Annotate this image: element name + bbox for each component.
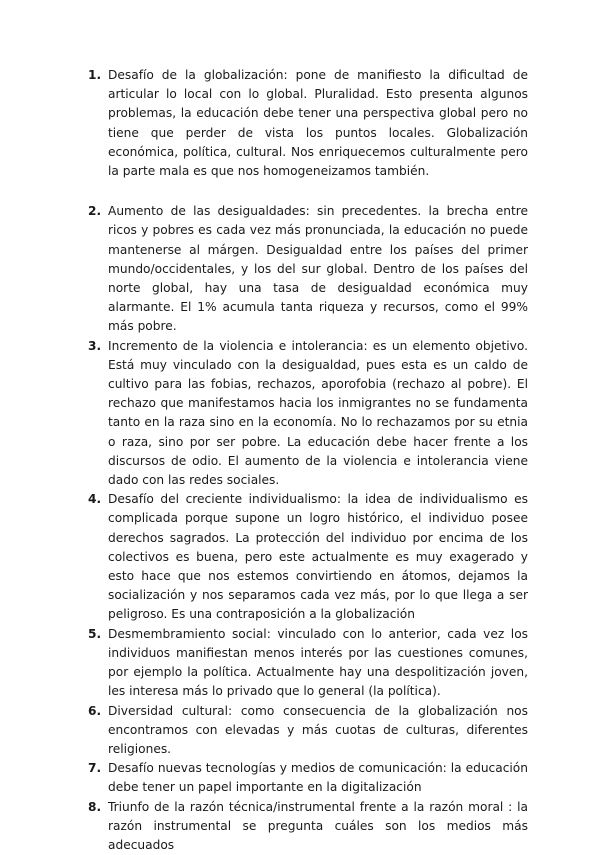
item-text: Desafío de la globalización: pone de manifiesto la dificultad de articular lo local con lo global. Pluralidad. Esto presenta algunos problemas, la educación debe tener una perspectiva global pero no tiene que perder de vista los puntos locales. Globalización económica, política, cultural. Nos enriquecemos culturalmente pero la parte mala es que nos homogeneizamos también.: [108, 68, 528, 179]
item-number: 7.: [88, 761, 102, 776]
list-item: [88, 759, 528, 797]
item-text: Aumento de las desigualdades: sin precedentes. la brecha entre ricos y pobres es cada vez más pronunciada, la educación no puede mantenerse al márgen. Desigualdad entre los países del primer mundo/occidentales, y los del sur global. Dentro de los países del norte global, hay una tasa de desigualdad económica muy alarmante. El 1% acumula tanta riqueza y recursos, como el 99% más pobre.: [108, 204, 528, 334]
item-number: 1.: [88, 68, 102, 82]
item-number: 2.: [88, 204, 102, 219]
list-item: [88, 337, 528, 491]
item-text: Triunfo de la razón técnica/instrumental frente a la razón moral : la razón instrumental se pregunta cuáles son los medios más adecuados: [108, 799, 528, 852]
item-number: 5.: [88, 626, 102, 641]
item-text: Diversidad cultural: como consecuencia de la globalización nos encontramos con elevadas y más cuotas de culturas, diferentes religiones.: [108, 703, 528, 756]
item-text: Incremento de la violencia e intolerancia: es un elemento objetivo. Está muy vinculado con la desigualdad, pues esta es un caldo de cultivo para las fobias, rechazos, aporofobia (rechazo al pobre). El rechazo que manifestamos hacia los inmigrantes no se fundamenta tanto en la raza sino en la economía. No lo rechazamos por su etnia o raza, sino por ser pobre. La educación debe hacer frente a los discursos de odio. El aumento de la violencia e intolerancia viene dado con las redes sociales.: [108, 338, 528, 488]
list-item: [88, 702, 528, 760]
item-number: 6.: [88, 703, 102, 718]
list-item: [88, 490, 528, 624]
numbered-list: [88, 66, 528, 855]
list-item: [88, 202, 528, 336]
list-item: [88, 625, 528, 702]
item-text: Desafío del creciente individualismo: la idea de individualismo es complicada porque supone un logro histórico, el individuo posee derechos sagrados. La protección del individuo por encima de los colectivos es buena, pero este actualmente es muy exagerado y esto hace que nos estemos convirtiendo en átomos, dejamos la socialización y nos separamos cada vez más, por lo que llega a ser peligroso. Es una contraposición a la globalización: [108, 492, 528, 622]
item-number: 3.: [88, 338, 102, 353]
list-item: [88, 798, 528, 855]
item-number: 4.: [88, 492, 102, 507]
item-text: Desafío nuevas tecnologías y medios de comunicación: la educación debe tener un papel importante en la digitalización: [108, 761, 528, 795]
list-item: [88, 66, 528, 181]
item-number: 8.: [88, 799, 102, 814]
item-text: Desmembramiento social: vinculado con lo anterior, cada vez los individuos manifiestan menos interés por las cuestiones comunes, por ejemplo la política. Actualmente hay una despolitización joven, les interesa más lo privado que lo general (la política).: [108, 626, 528, 699]
